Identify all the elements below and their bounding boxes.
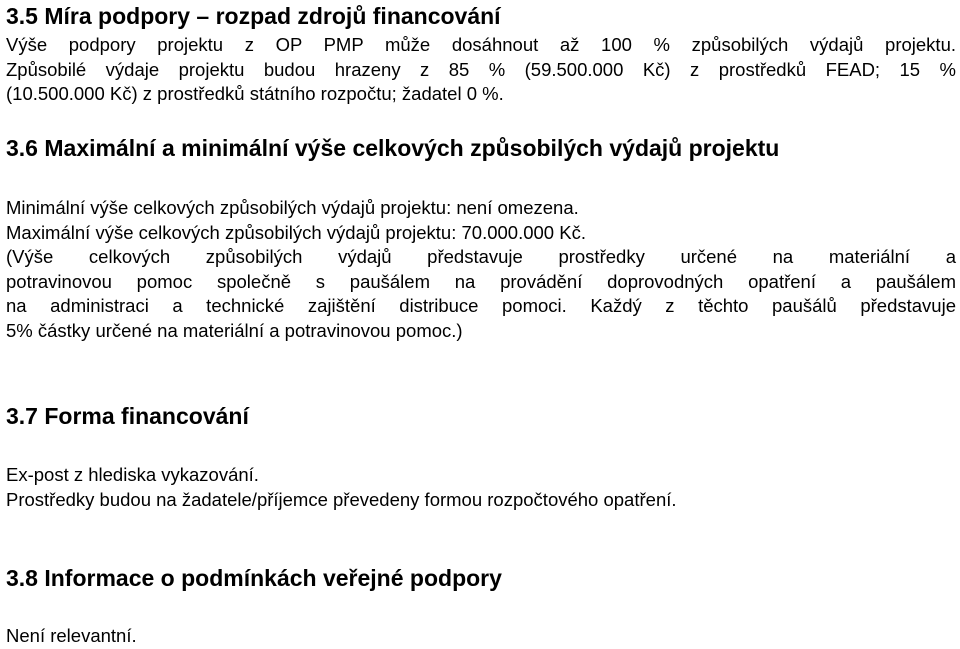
section-3-5-line-3: (10.500.000 Kč) z prostředků státního rozpočtu; žadatel 0 %. (6, 83, 504, 104)
section-3-5-line-2: Způsobilé výdaje projektu budou hrazeny z 85 % (59.500.000 Kč) z prostředků FEAD; 15 % (6, 58, 956, 80)
section-3-5-heading: 3.5 Míra podpory – rozpad zdrojů financování (6, 3, 501, 29)
note-line-4: 5% částky určené na materiální a potravinovou pomoc.) (6, 319, 463, 341)
state-aid-text: Není relevantní. (6, 625, 137, 646)
min-expenses-line: Minimální výše celkových způsobilých výdajů projektu: není omezena. (6, 197, 579, 218)
financing-line-1: Ex-post z hlediska vykazování. (6, 464, 259, 485)
section-3-5 (6, 2, 501, 30)
section-3-8-heading: 3.8 Informace o podmínkách veřejné podpory (6, 565, 502, 591)
note-line-1: (Výše celkových způsobilých výdajů představuje prostředky určené na materiální a (6, 246, 956, 267)
financing-line-2: Prostředky budou na žadatele/příjemce převedeny formou rozpočtového opatření. (6, 488, 677, 510)
note-line-3: na administraci a technické zajištění distribuce pomoci. Každý z těchto paušálů představuje (6, 295, 956, 316)
max-expenses-line: Maximální výše celkových způsobilých výdajů projektu: 70.000.000 Kč. (6, 221, 586, 243)
section-3-7-heading: 3.7 Forma financování (6, 403, 249, 429)
note-line-2: potravinovou pomoc společně s paušálem na provádění doprovodných opatření a paušálem (6, 270, 956, 292)
section-3-5-line-1: Výše podpory projektu z OP PMP může dosáhnout až 100 % způsobilých výdajů projektu. (6, 34, 956, 55)
section-3-6-heading: 3.6 Maximální a minimální výše celkových způsobilých výdajů projektu (6, 135, 780, 161)
